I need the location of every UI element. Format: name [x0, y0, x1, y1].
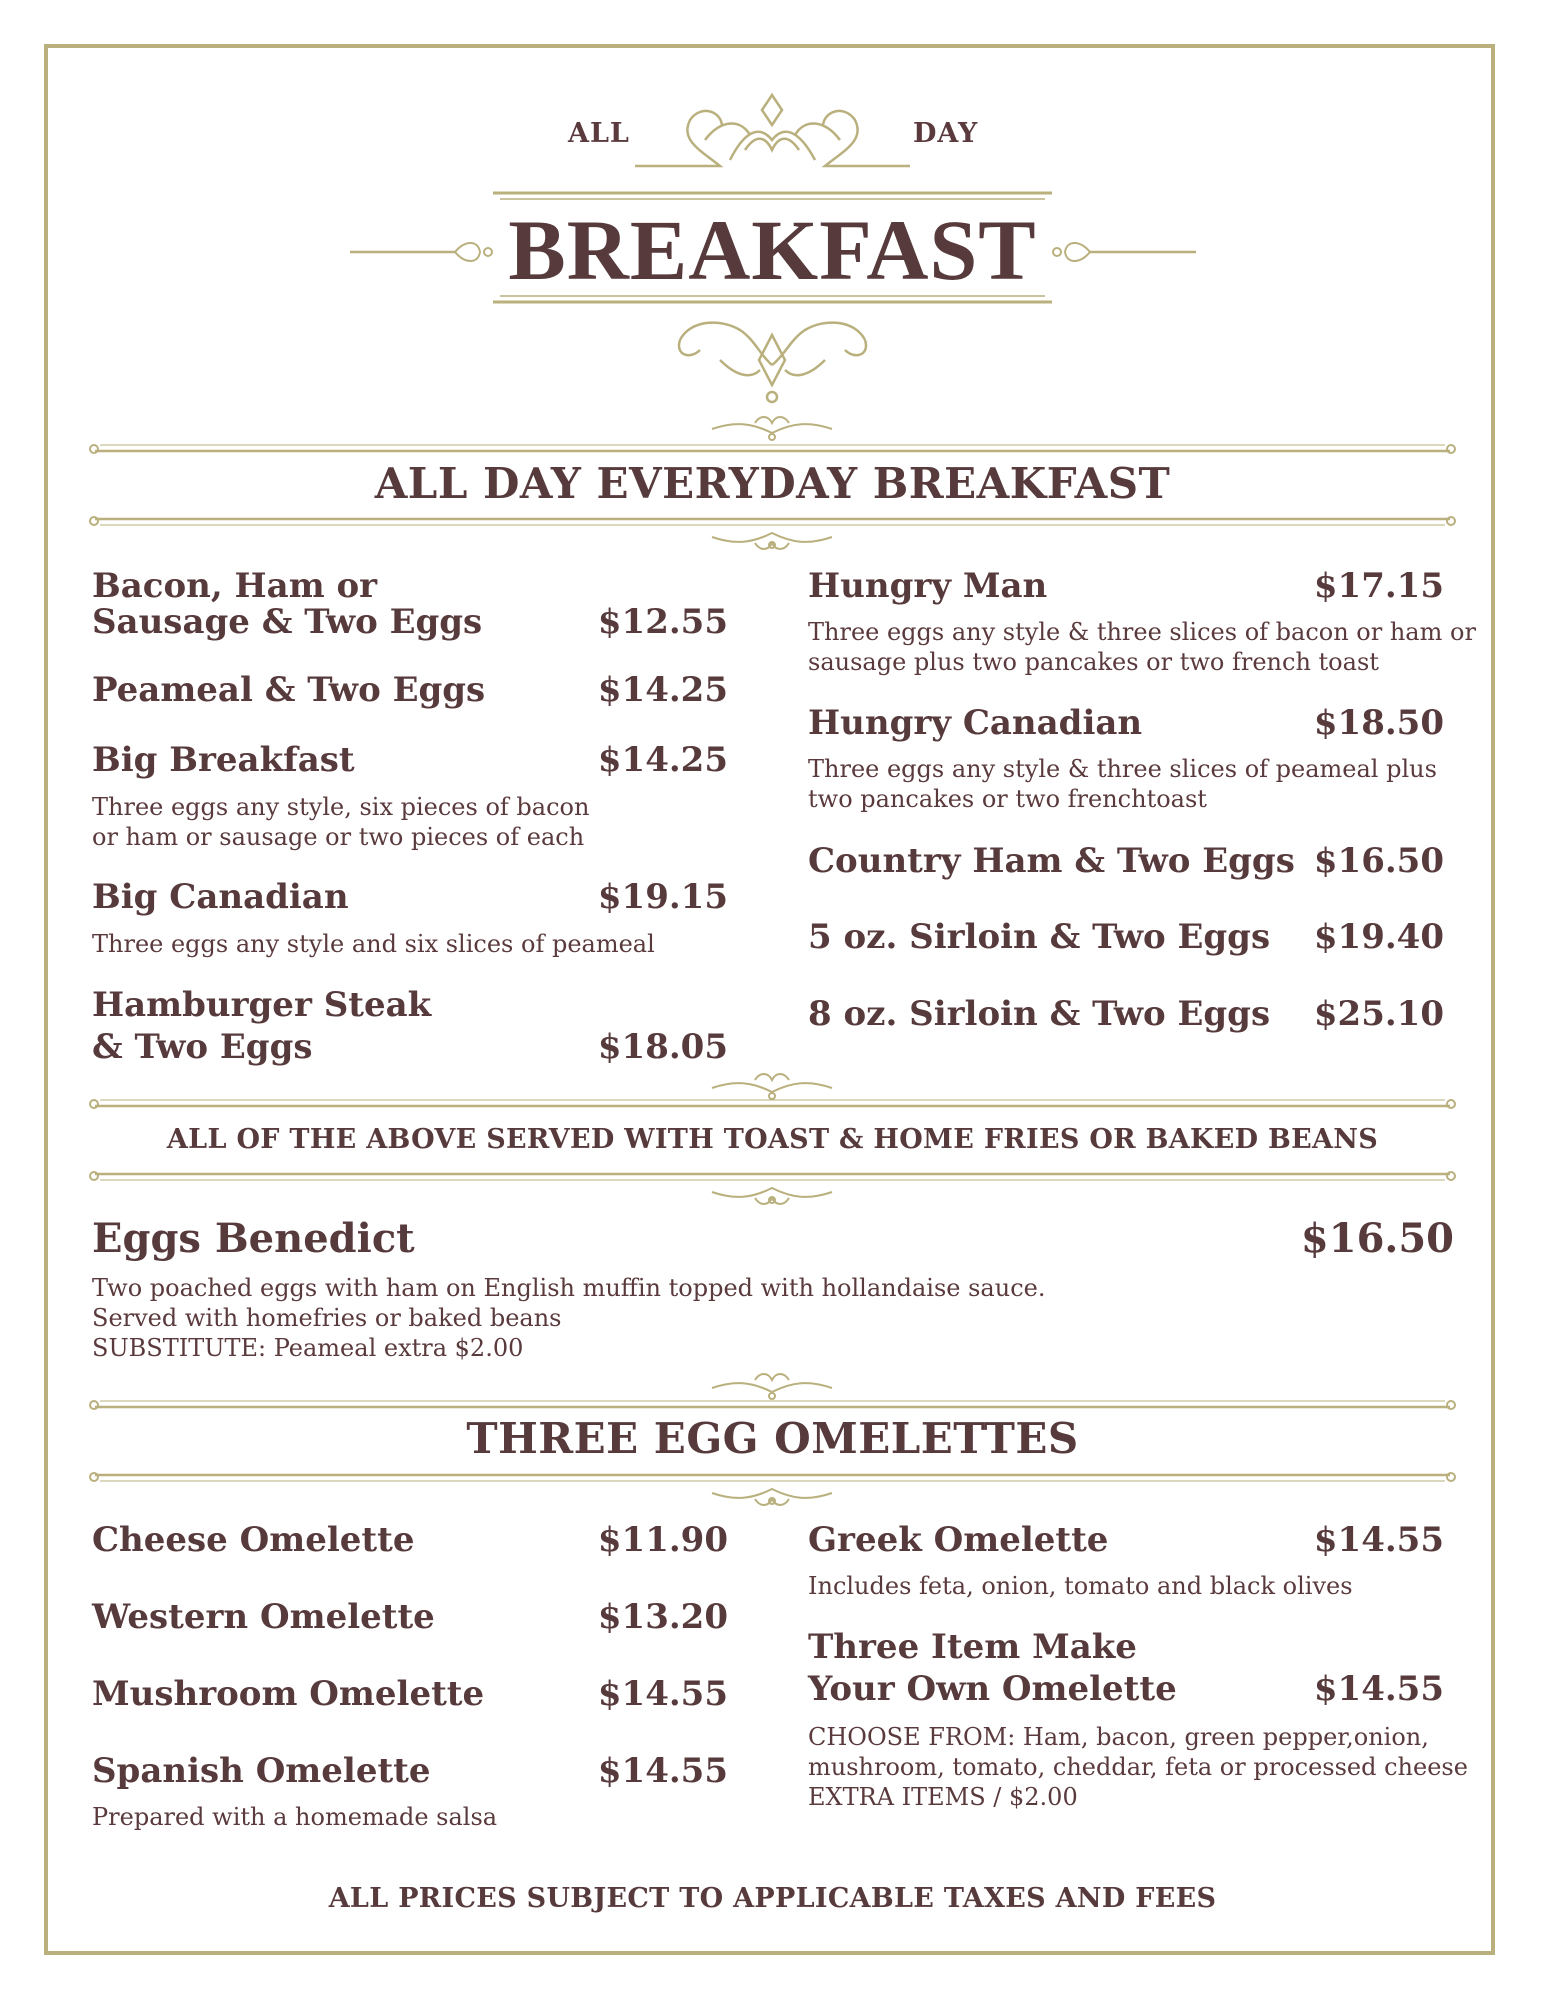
menu-item-price: $14.25	[597, 740, 728, 780]
menu-item-description: Prepared with a homemade salsa	[92, 1803, 498, 1831]
menu-item-price: $14.55	[597, 1674, 728, 1714]
menu-item-name: Hungry Canadian	[808, 703, 1143, 743]
menu-item-name: Cheese Omelette	[92, 1520, 415, 1560]
menu-item-name: Eggs Benedict	[92, 1215, 415, 1262]
menu-item-name: Western Omelette	[92, 1597, 435, 1637]
menu-item-price: $14.55	[597, 1751, 728, 1791]
menu-item-name: Greek Omelette	[808, 1520, 1109, 1560]
menu-item-price: $17.15	[1313, 566, 1444, 606]
menu-item-description: Includes feta, onion, tomato and black olives	[808, 1572, 1353, 1600]
menu-item-name: Hamburger Steak	[92, 985, 432, 1025]
menu-item-name: Your Own Omelette	[808, 1669, 1177, 1709]
menu-item-name: Big Canadian	[92, 877, 349, 917]
footer-note: ALL PRICES SUBJECT TO APPLICABLE TAXES AND FEES	[328, 1883, 1217, 1914]
menu-item-description: Three eggs any style, six pieces of bacon	[92, 793, 590, 821]
menu-item-name: & Two Eggs	[92, 1027, 313, 1067]
menu-item-name: Sausage & Two Eggs	[92, 602, 483, 642]
menu-item-description: Served with homefries or baked beans	[92, 1304, 562, 1332]
header-day-word: DAY	[913, 118, 979, 149]
omelettes-title: THREE EGG OMELETTES	[466, 1414, 1079, 1463]
menu-item-name: Mushroom Omelette	[92, 1674, 485, 1714]
menu-item-description: or ham or sausage or two pieces of each	[92, 823, 585, 851]
menu-item-price: $14.55	[1313, 1669, 1444, 1709]
menu-item-name: 5 oz. Sirloin & Two Eggs	[808, 917, 1271, 957]
header-all-word: ALL	[568, 118, 630, 149]
menu-item-price: $14.25	[597, 670, 728, 710]
served-with-note: ALL OF THE ABOVE SERVED WITH TOAST & HOME FRIES OR BAKED BEANS	[166, 1124, 1379, 1155]
menu-item-name: Country Ham & Two Eggs	[808, 841, 1295, 881]
page-title: BREAKFAST	[508, 202, 1037, 298]
menu-item-description: two pancakes or two frenchtoast	[808, 785, 1207, 813]
menu-item-price: $12.55	[597, 602, 728, 642]
menu-item-description: SUBSTITUTE: Peameal extra $2.00	[92, 1334, 524, 1362]
menu-item-price: $13.20	[597, 1597, 728, 1637]
menu-item-description: mushroom, tomato, cheddar, feta or processed cheese	[808, 1753, 1468, 1781]
menu-item-description: Three eggs any style & three slices of bacon or ham or	[808, 618, 1476, 646]
menu-item-price: $18.50	[1313, 703, 1444, 743]
menu-item-price: $18.05	[597, 1027, 728, 1067]
menu-item-name: 8 oz. Sirloin & Two Eggs	[808, 994, 1271, 1034]
menu-item-price: $16.50	[1313, 841, 1444, 881]
menu-item-description: Three eggs any style & three slices of peameal plus	[808, 755, 1437, 783]
menu-item-price: $19.15	[597, 877, 728, 917]
menu-item-price: $14.55	[1313, 1520, 1444, 1560]
menu-item-description: Three eggs any style and six slices of peameal	[92, 930, 655, 958]
menu-item-price: $25.10	[1313, 994, 1444, 1034]
menu-item-description: CHOOSE FROM: Ham, bacon, green pepper,onion,	[808, 1723, 1429, 1751]
menu-item-name: Bacon, Ham or	[92, 566, 378, 606]
menu-item-name: Peameal & Two Eggs	[92, 670, 486, 710]
menu-item-name: Big Breakfast	[92, 740, 355, 780]
menu-item-description: Two poached eggs with ham on English muffin topped with hollandaise sauce.	[92, 1274, 1046, 1302]
menu-item-name: Hungry Man	[808, 566, 1048, 606]
menu-item-price: $19.40	[1313, 917, 1444, 957]
menu-item-price: $11.90	[597, 1520, 728, 1560]
menu-item-name: Three Item Make	[808, 1627, 1137, 1667]
menu-item-price: $16.50	[1300, 1215, 1454, 1262]
menu-item-description: sausage plus two pancakes or two french toast	[808, 648, 1379, 676]
menu-item-name: Spanish Omelette	[92, 1751, 431, 1791]
menu-item-description: EXTRA ITEMS / $2.00	[808, 1783, 1078, 1811]
section1-title: ALL DAY EVERYDAY BREAKFAST	[374, 459, 1171, 508]
